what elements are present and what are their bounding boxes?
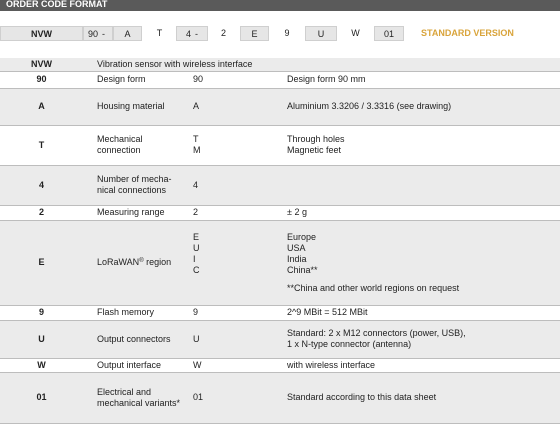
standard-version-label: STANDARD VERSION [421,28,514,38]
row-description [83,220,193,305]
row-option: 2 [193,205,287,220]
row-option: 01 [193,372,287,423]
registered-mark: ® [139,258,144,264]
code-segment-memory: 9 [284,28,290,38]
row-option: U [193,320,287,358]
code-segment-connections [176,26,208,41]
row-meaning [287,165,560,205]
row-description [83,125,193,165]
row-option: W [193,358,287,372]
row-code: U [0,320,83,358]
meaning-line: China** [287,264,318,275]
section-title: ORDER CODE FORMAT [0,0,560,11]
meaning-line: Europe [287,231,317,242]
code-value: 90 [88,29,99,39]
meaning-line: 1 x N-type connector (antenna) [287,339,412,349]
row-description: Measuring range [83,205,193,220]
option-line: E [193,231,200,242]
row-option: 90 [193,71,287,88]
code-segment-variants: 01 [374,26,404,41]
row-option: 9 [193,305,287,320]
row-code: T [0,125,83,165]
description-line: connection [97,145,141,155]
row-code: W [0,358,83,372]
row-code: E [0,220,83,305]
region-footnote: **China and other world regions on request [287,282,460,293]
table-row [0,220,560,305]
row-meaning: Standard according to this data sheet [287,372,560,423]
code-segment-mounting: T [156,28,163,38]
description-line: Mechanical [97,134,143,144]
table-row [0,358,560,372]
table-row [0,205,560,220]
row-code: A [0,88,83,125]
row-code: 9 [0,305,83,320]
table-row [0,71,560,88]
row-code: 90 [0,71,83,88]
option-line: C [193,264,200,275]
row-description: Design form [83,71,193,88]
row-option: A [193,88,287,125]
row-meaning: ± 2 g [287,205,560,220]
row-meaning: Design form 90 mm [287,71,560,88]
row-meanings [287,220,560,305]
row-description: Output interface [83,358,193,372]
row-option: 4 [193,165,287,205]
table-row [0,305,560,320]
meaning-line: Through holes [287,134,345,144]
order-code-bar [0,26,560,41]
row-description: Output connectors [83,320,193,358]
meaning-line: USA [287,242,306,253]
table-row [0,372,560,423]
row-description [83,372,193,423]
description-suffix: region [143,257,172,267]
table-row [0,58,560,71]
meaning-line: India [287,253,307,264]
table-row [0,125,560,165]
code-segment-connectors: U [305,26,337,41]
code-segment-interface: W [351,28,360,38]
row-meanings [287,320,560,358]
row-description [83,165,193,205]
table-row [0,320,560,358]
row-meaning: with wireless interface [287,358,560,372]
row-code: 4 [0,165,83,205]
code-segment-design-form [83,26,113,41]
row-meaning: 2^9 MBit = 512 MBit [287,305,560,320]
code-segment-region: E [240,26,269,41]
description-line: Number of mecha- [97,174,172,184]
description-line: mechanical variants* [97,397,181,408]
row-code: NVW [0,58,83,71]
row-options [193,125,287,165]
code-value: 4 [186,29,192,39]
code-separator: - [102,29,106,39]
meaning-line: Magnetic feet [287,145,342,155]
option-line: U [193,242,200,253]
code-segment-range: 2 [220,28,226,38]
description-text: LoRaWAN [97,257,140,267]
code-segment-nvw: NVW [0,26,83,41]
option-line: T [193,134,199,144]
option-line: M [193,145,201,155]
row-description: Flash memory [83,305,193,320]
row-code: 2 [0,205,83,220]
meaning-line: Standard: 2 x M12 connectors (power, USB), [287,328,466,338]
table-row [0,88,560,125]
row-meanings [287,125,560,165]
row-options [193,220,287,305]
code-separator: - [195,29,199,39]
option-line: I [193,253,196,264]
description-line: Electrical and [97,386,152,397]
order-code-table [0,58,560,424]
description-line: nical connections [97,185,167,195]
code-segment-housing: A [113,26,142,41]
row-description: Housing material [83,88,193,125]
row-description: Vibration sensor with wireless interface [83,58,560,71]
row-code: 01 [0,372,83,423]
table-row [0,165,560,205]
row-meaning: Aluminium 3.3206 / 3.3316 (see drawing) [287,88,560,125]
